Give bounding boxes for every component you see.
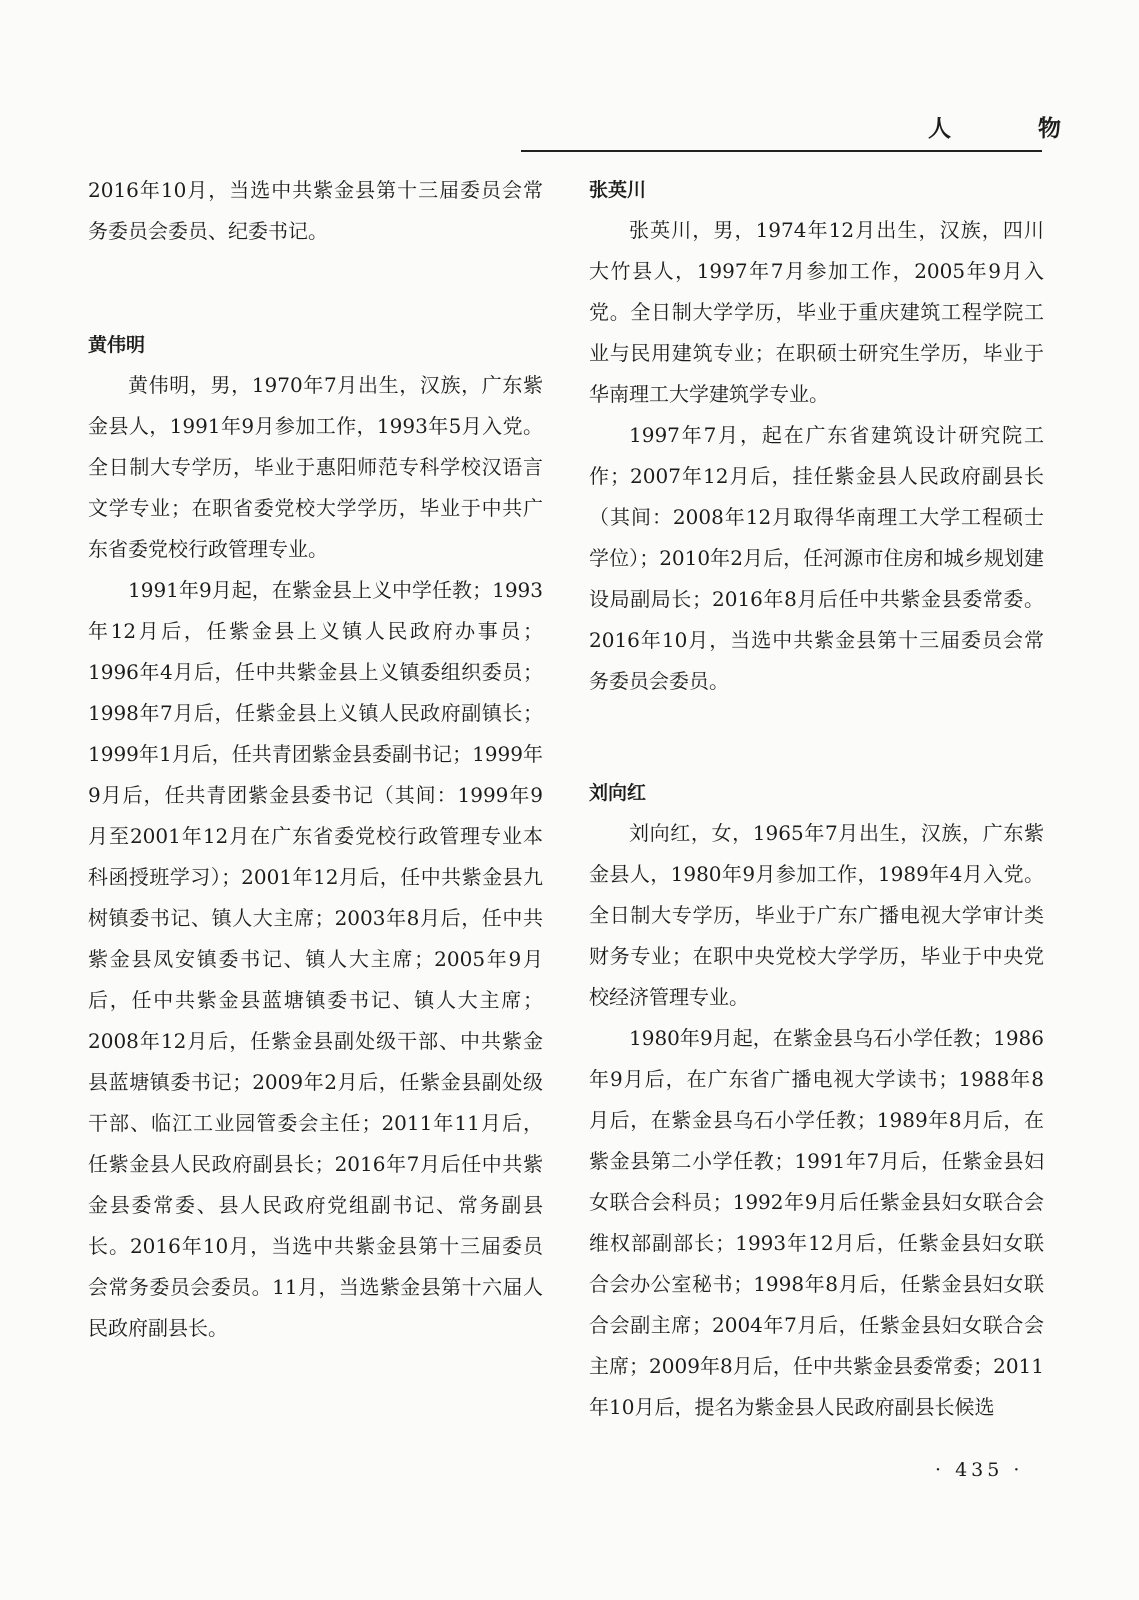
header-rule [521,150,1042,152]
bio-paragraph: 张英川，男，1974年12月出生，汉族，四川大竹县人，1997年7月参加工作，2005年9月入党。全日制大学学历，毕业于重庆建筑工程学院工业与民用建筑专业；在职硕士研究生学历，毕业于华南理工大学建筑学专业。 [589,218,1044,406]
bio-paragraph: 1980年9月起，在紫金县乌石小学任教；1986年9月后，在广东省广播电视大学读书；1988年8月后，在紫金县乌石小学任教；1989年8月后，在紫金县第二小学任教；1991年7月后，任紫金县妇女联合会科员；1992年9月后任紫金县妇女联合会维权部副部长；1993年12月后，任紫金县妇女联合会办公室秘书；1998年8月后，任紫金县妇女联合会副主席；2004年7月后，任紫金县妇女联合会主席；2009年8月后，任中共紫金县委常委；2011年10月后，提名为紫金县人民政府副县长候选 [589,1026,1044,1419]
left-column [88,170,543,1349]
bio-paragraph: 黄伟明，男，1970年7月出生，汉族，广东紫金县人，1991年9月参加工作，1993年5月入党。全日制大专学历，毕业于惠阳师范专科学校汉语言文学专业；在职省委党校大学学历，毕业于中共广东省委党校行政管理专业。 [88,373,543,561]
section-gap [589,702,1044,773]
right-column [589,170,1044,1428]
bio-name-zhang: 张英川 [589,179,647,201]
continued-paragraph: 2016年10月，当选中共紫金县第十三届委员会常务委员会委员、纪委书记。 [88,178,543,243]
bio-paragraph: 1997年7月，起在广东省建筑设计研究院工作；2007年12月后，挂任紫金县人民政府副县长（其间：2008年12月取得华南理工大学工程硕士学位）；2010年2月后，任河源市住房和城乡规划建设局副局长；2016年8月后任中共紫金县委常委。2016年10月，当选中共紫金县第十三届委员会常务委员会委员。 [589,423,1044,693]
bio-name-huang: 黄伟明 [88,334,146,356]
bio-paragraph: 1991年9月起，在紫金县上义中学任教；1993年12月后，任紫金县上义镇人民政府办事员；1996年4月后，任中共紫金县上义镇委组织委员；1998年7月后，任紫金县上义镇人民政府副镇长；1999年1月后，任共青团紫金县委副书记；1999年9月后，任共青团紫金县委书记（其间：1999年9月至2001年12月在广东省委党校行政管理专业本科函授班学习）；2001年12月后，任中共紫金县九树镇委书记、镇人大主席；2003年8月后，任中共紫金县凤安镇委书记、镇人大主席；2005年9月后，任中共紫金县蓝塘镇委书记、镇人大主席；2008年12月后，任紫金县副处级干部、中共紫金县蓝塘镇委书记；2009年2月后，任紫金县副处级干部、临江工业园管委会主任；2011年11月后，任紫金县人民政府副县长；2016年7月后任中共紫金县委常委、县人民政府党组副书记、常务副县长。2016年10月，当选中共紫金县第十三届委员会常务委员会委员。11月，当选紫金县第十六届人民政府副县长。 [88,578,543,1340]
section-gap [88,252,543,325]
page-number: · 435 · [935,1459,1024,1481]
bio-paragraph: 刘向红，女，1965年7月出生，汉族，广东紫金县人，1980年9月参加工作，1989年4月入党。全日制大专学历，毕业于广东广播电视大学审计类财务专业；在职中央党校大学学历，毕业于中央党校经济管理专业。 [589,821,1044,1009]
bio-name-liu: 刘向红 [589,782,647,804]
section-title: 人 物 [928,115,1093,142]
